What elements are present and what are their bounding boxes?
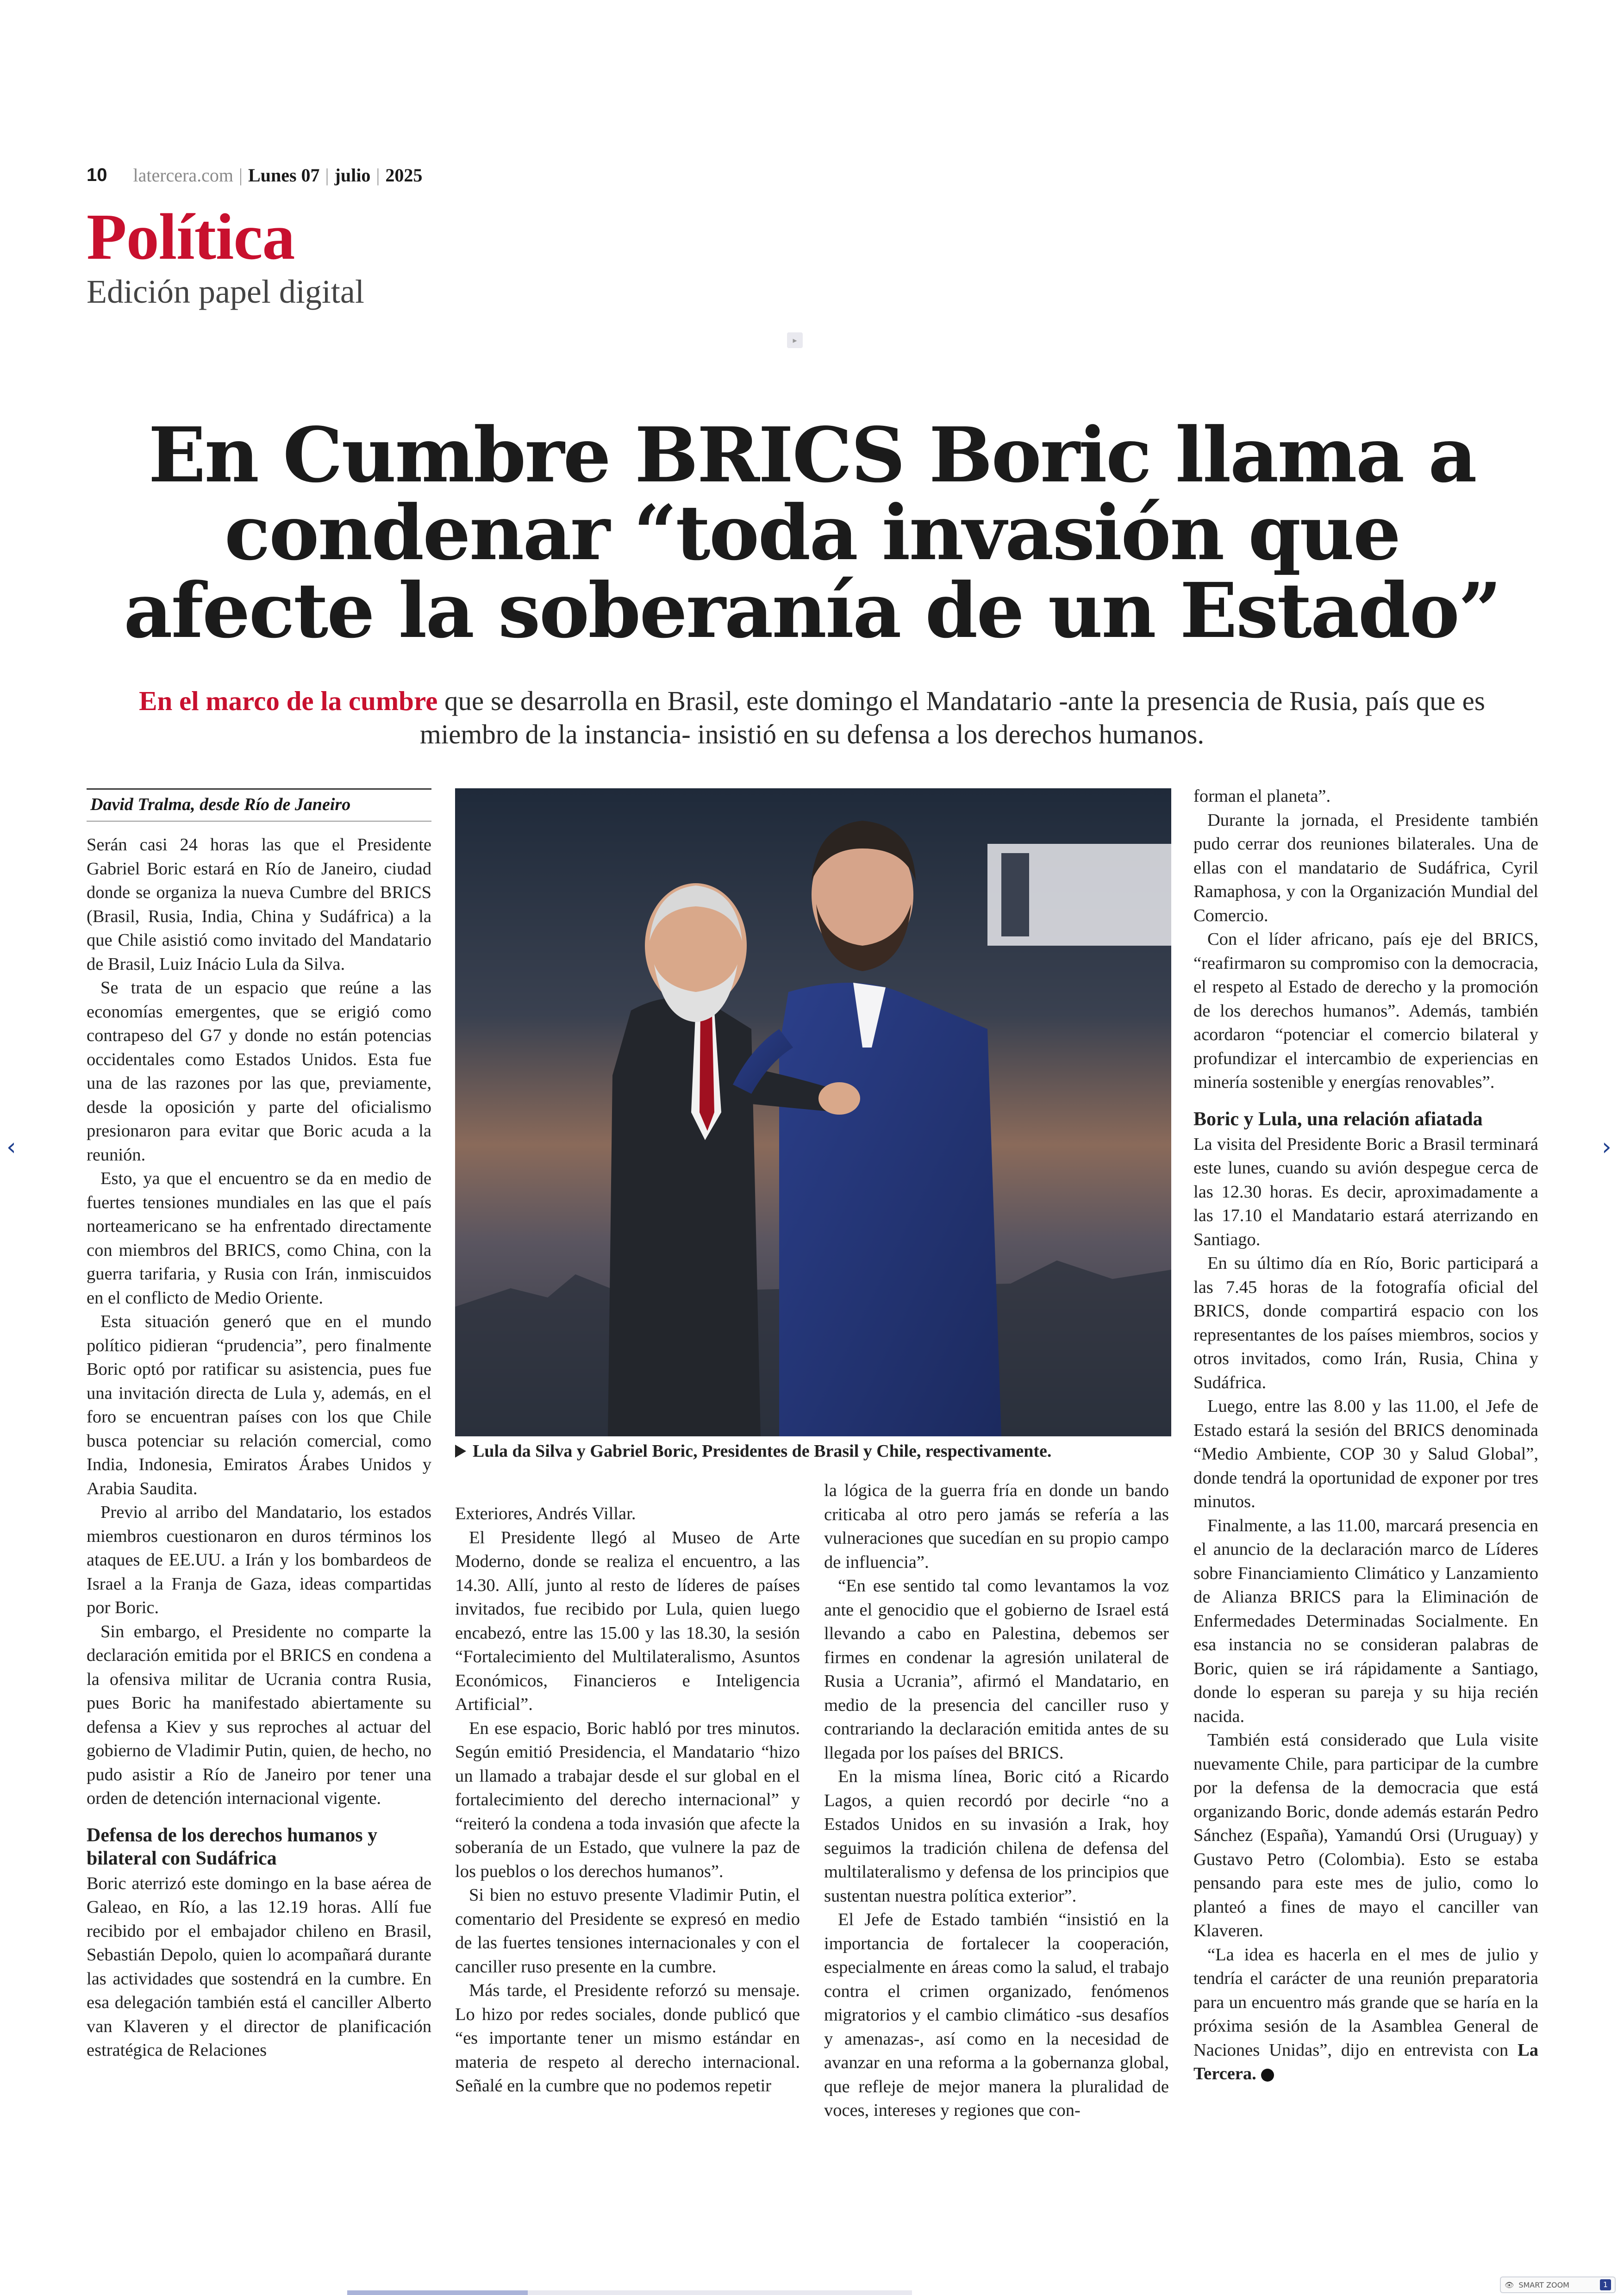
column-4 bbox=[1193, 785, 1538, 2086]
paragraph-text: “La idea es hacerla en el mes de julio y tendría el carácter de una reunión preparatoria para un encuentro más grande que se haría en la próxima sesión de la Asamblea General de Naciones Unidas”, dijo en entrevista con bbox=[1193, 1945, 1538, 2060]
paragraph: Boric aterrizó este domingo en la base aérea de Galeao, en Río, a las 12.19 horas. Allí fue recibido por el embajador chileno en Brasil, Sebastián Depolo, quien lo acompañará durante las actividades que sostendrá en la cumbre. En esa delegación también está el canciller Alberto van Klaveren y el director de planificación estratégica de Relaciones bbox=[87, 1873, 431, 2060]
article-photo bbox=[455, 788, 1171, 1436]
paragraph: La visita del Presidente Boric a Brasil terminará este lunes, cuando su avión despegue cerca de las 12.30 horas. Es decir, aproximadamente a las 17.10 el Mandatario estará aterrizando en Santiago. bbox=[1193, 1134, 1538, 1249]
previous-page-button[interactable] bbox=[6, 1133, 16, 1161]
paragraph: El Presidente llegó al Museo de Arte Moderno, donde se realiza el encuentro, a las 14.30. Allí, junto al resto de líderes de países invitados, fue recibido por Lula, quien luego encabezó, entre las 15.00 y las 18.30, la sesión “Fortalecimiento del Multilateralismo, Asuntos Económicos, Financieros e Inteligencia Artificial”. bbox=[455, 1528, 800, 1714]
subheading: Defensa de los derechos humanos y bilateral con Sudáfrica bbox=[87, 1824, 378, 1869]
date-day: Lunes 07 bbox=[248, 164, 320, 186]
publication-name: La Tercera. bbox=[1193, 2040, 1538, 2083]
paragraph: Luego, entre las 8.00 y las 11.00, el Jefe de Estado estará la sesión del BRICS denominada “Medio Ambiente, COP 30 y Salud Global”, donde tendrá la oportunidad de exponer por tres minutos. bbox=[1193, 1397, 1538, 1511]
paragraph: En la misma línea, Boric citó a Ricardo Lagos, a quien recordó por decirle “no a Estados Unidos en su invasión a Irak, hoy seguimos la tradición chilena de defensa del multilateralismo y defensa de los principios que sustentan nuestra política exterior”. bbox=[824, 1767, 1169, 1906]
page-indicator: 1 bbox=[1600, 2279, 1611, 2290]
date-year: 2025 bbox=[385, 164, 423, 186]
subheading: Boric y Lula, una relación afiatada bbox=[1193, 1108, 1483, 1130]
paragraph: Exteriores, Andrés Villar. bbox=[455, 1504, 636, 1523]
caption-text: Lula da Silva y Gabriel Boric, Presidentes de Brasil y Chile, respectivamente. bbox=[473, 1441, 1052, 1461]
end-mark-icon bbox=[1261, 2069, 1274, 2082]
paragraph bbox=[1193, 1943, 1538, 2086]
paragraph: En ese espacio, Boric habló por tres minutos. Según emitió Presidencia, el Mandatario “hizo un llamado a trabajar desde el sur global en el fortalecimiento del derecho internacional” y “reiteró la condena a toda invasión que afecte la soberanía de un Estado, que vulnere la paz de los pueblos o los derechos humanos”. bbox=[455, 1718, 800, 1881]
page-header bbox=[87, 161, 422, 189]
chevron-right-icon: › bbox=[1602, 1133, 1612, 1161]
paragraph: Previo al arribo del Mandatario, los estados miembros cuestionaron en duros términos los ataques de EE.UU. a Irán y los bombardeos de Israel a la Franja de Gaza, ideas compartidas por Boric. bbox=[87, 1503, 431, 1617]
column-1 bbox=[87, 833, 431, 2063]
paragraph: forman el planeta”. bbox=[1193, 786, 1331, 806]
paragraph: También está considerado que Lula visite nuevamente Chile, para participar de la cumbre por la defensa de la democracia que está organizando Boric, donde además estarán Pedro Sánchez (España), Yamandú Orsi (Uruguay) y Gustavo Petro (Colombia). Esto se estaba pensando para este mes de julio, como lo planteó a fines de mayo el canciller van Klaveren. bbox=[1193, 1730, 1538, 1940]
eye-icon: 👁 bbox=[1505, 2280, 1514, 2289]
column-3 bbox=[824, 1479, 1169, 2123]
separator: | bbox=[376, 164, 380, 186]
paragraph: “En ese sentido tal como levantamos la voz ante el genocidio que el gobierno de Israel está llevando a cabo en Palestina, debemos ser firmes en condenar la agresión unilateral de Rusia a Ucrania”, afirmó el Mandatario, en medio de la presencia del canciller ruso y contrariando la declaración emitida antes de su llegada por los países del BRICS. bbox=[824, 1576, 1169, 1763]
paragraph: Esto, ya que el encuentro se da en medio de fuertes tensiones mundiales en las que el país norteamericano se ha enfrentado directamente con miembros del BRICS, como China, con la guerra tarifaria, y Rusia con Irán, inmiscuidos en el conflicto de Medio Oriente. bbox=[87, 1169, 431, 1308]
paragraph: Sin embargo, el Presidente no comparte la declaración emitida por el BRICS en condena a la ofensiva militar de Ucrania contra Rusia, pues Boric ha manifestado abiertamente su defensa a Kiev y sus reproches al actuar del gobierno de Vladimir Putin, quien, de hecho, no pudo asistir a Río de Janeiro por tener una orden de detención internacional vigente. bbox=[87, 1621, 431, 1808]
date-month: julio bbox=[334, 164, 371, 186]
paragraph: Esta situación generó que en el mundo político pidieran “prudencia”, pero finalmente Boric optó por ratificar su asistencia, pues fue una invitación directa de Lula y, además, en el foro se encuentran países con los que Chile busca potenciar su relación comercial, como India, Indonesia, Emiratos Árabes Unidos y Arabia Saudita. bbox=[87, 1312, 431, 1498]
site-name: latercera.com bbox=[133, 164, 234, 186]
smart-zoom-label: SMART ZOOM bbox=[1518, 2280, 1569, 2289]
paragraph: El Jefe de Estado también “insistió en la importancia de fortalecer la cooperación, especialmente en áreas como la salud, el trabajo contra el crimen organizado, fenómenos migratorios y el cambio climático -sus desafíos y amenazas-, así como en la necesidad de avanzar en una reforma a la gobernanza global, que refleje de mejor manera la pluralidad de voces, intereses y regiones que con- bbox=[824, 1910, 1169, 2120]
deck bbox=[116, 684, 1508, 751]
section-title: Política bbox=[87, 200, 295, 273]
photo-lula-boric bbox=[455, 788, 1171, 1436]
headline: En Cumbre BRICS Boric llama a condenar “toda invasión que afecte la soberanía de un Estado” bbox=[124, 411, 1500, 655]
section-subtitle: Edición papel digital bbox=[87, 273, 364, 310]
paragraph: la lógica de la guerra fría en donde un bando criticaba al otro pero jamás se refería a las vulneraciones que sucedían en su propio campo de influencia”. bbox=[824, 1481, 1169, 1572]
paragraph: Con el líder africano, país eje del BRICS, “reafirmaron su compromiso con la democracia, el respeto al Estado de derecho y la promoción de los derechos humanos”. Además, también acordaron “potenciar el comercio bilateral y profundizar el intercambio de experiencias en minería sostenible y energías renovables”. bbox=[1193, 929, 1538, 1092]
paragraph: Serán casi 24 horas las que el Presidente Gabriel Boric estará en Río de Janeiro, ciudad donde se organiza la nueva Cumbre del BRICS (Brasil, Rusia, India, China y Sudáfrica) a la que Chile asistió como invitado del Mandatario de Brasil, Luiz Inácio Lula da Silva. bbox=[87, 835, 431, 974]
chevron-left-icon: ‹ bbox=[6, 1133, 16, 1161]
caption-arrow-icon bbox=[455, 1445, 466, 1458]
smart-zoom-button[interactable] bbox=[1500, 2276, 1616, 2293]
separator: | bbox=[239, 164, 243, 186]
paragraph: Finalmente, a las 11.00, marcará presencia en el anuncio de la declaración marco de Líderes sobre Financiamiento Climático y Lanzamiento de Alianza BRICS para la Eliminación de Enfermedades Determinadas Socialmente. En esa instancia no se consideran palabras de Boric, quien se irá rápidamente a Santiago, donde lo esperan su pareja y su hija recién nacida. bbox=[1193, 1515, 1538, 1726]
separator: | bbox=[325, 164, 329, 186]
photo-caption bbox=[455, 1441, 1171, 1461]
paragraph: Si bien no estuvo presente Vladimir Putin, el comentario del Presidente se expresó en medio de las fuertes tensiones internacionales y con el canciller ruso presente en la cumbre. bbox=[455, 1885, 800, 1977]
deck-lead: En el marco de la cumbre bbox=[139, 686, 438, 716]
column-2 bbox=[455, 1502, 800, 2098]
page-number: 10 bbox=[87, 164, 107, 185]
paragraph: En su último día en Río, Boric participará a las 7.45 horas de la fotografía oficial del BRICS, donde compartirá espacio con los representantes de los países miembros, socios y otros invitados, como Irán, Rusia, China y Sudáfrica. bbox=[1193, 1254, 1538, 1392]
next-page-button[interactable] bbox=[1602, 1133, 1612, 1161]
paragraph: Durante la jornada, el Presidente también pudo cerrar dos reuniones bilaterales. Una de ellas con el mandatario de Sudáfrica, Cyril Ramaphosa, y con la Organización Mundial del Comercio. bbox=[1193, 810, 1538, 925]
deck-text: que se desarrolla en Brasil, este domingo el Mandatario -ante la presencia de Rusia, país que es miembro de la instancia- insistió en su defensa a los derechos humanos. bbox=[419, 686, 1485, 749]
pdf-marker-icon: ▸ bbox=[787, 332, 803, 348]
byline: David Tralma, desde Río de Janeiro bbox=[87, 788, 431, 822]
scroll-progress-fill bbox=[347, 2290, 528, 2295]
paragraph: Se trata de un espacio que reúne a las economías emergentes, que se erigió como contrapeso del G7 y donde no están potencias occidentales como Estados Unidos. Esta fue una de las razones por las que, previamente, desde la oposición y parte del oficialismo presionaron para evitar que Boric acuda a la reunión. bbox=[87, 978, 431, 1165]
paragraph: Más tarde, el Presidente reforzó su mensaje. Lo hizo por redes sociales, donde publicó que “es importante tener un mismo estándar en materia de respeto al derecho internacional. Señalé en la cumbre que no podemos repetir bbox=[455, 1981, 800, 2095]
